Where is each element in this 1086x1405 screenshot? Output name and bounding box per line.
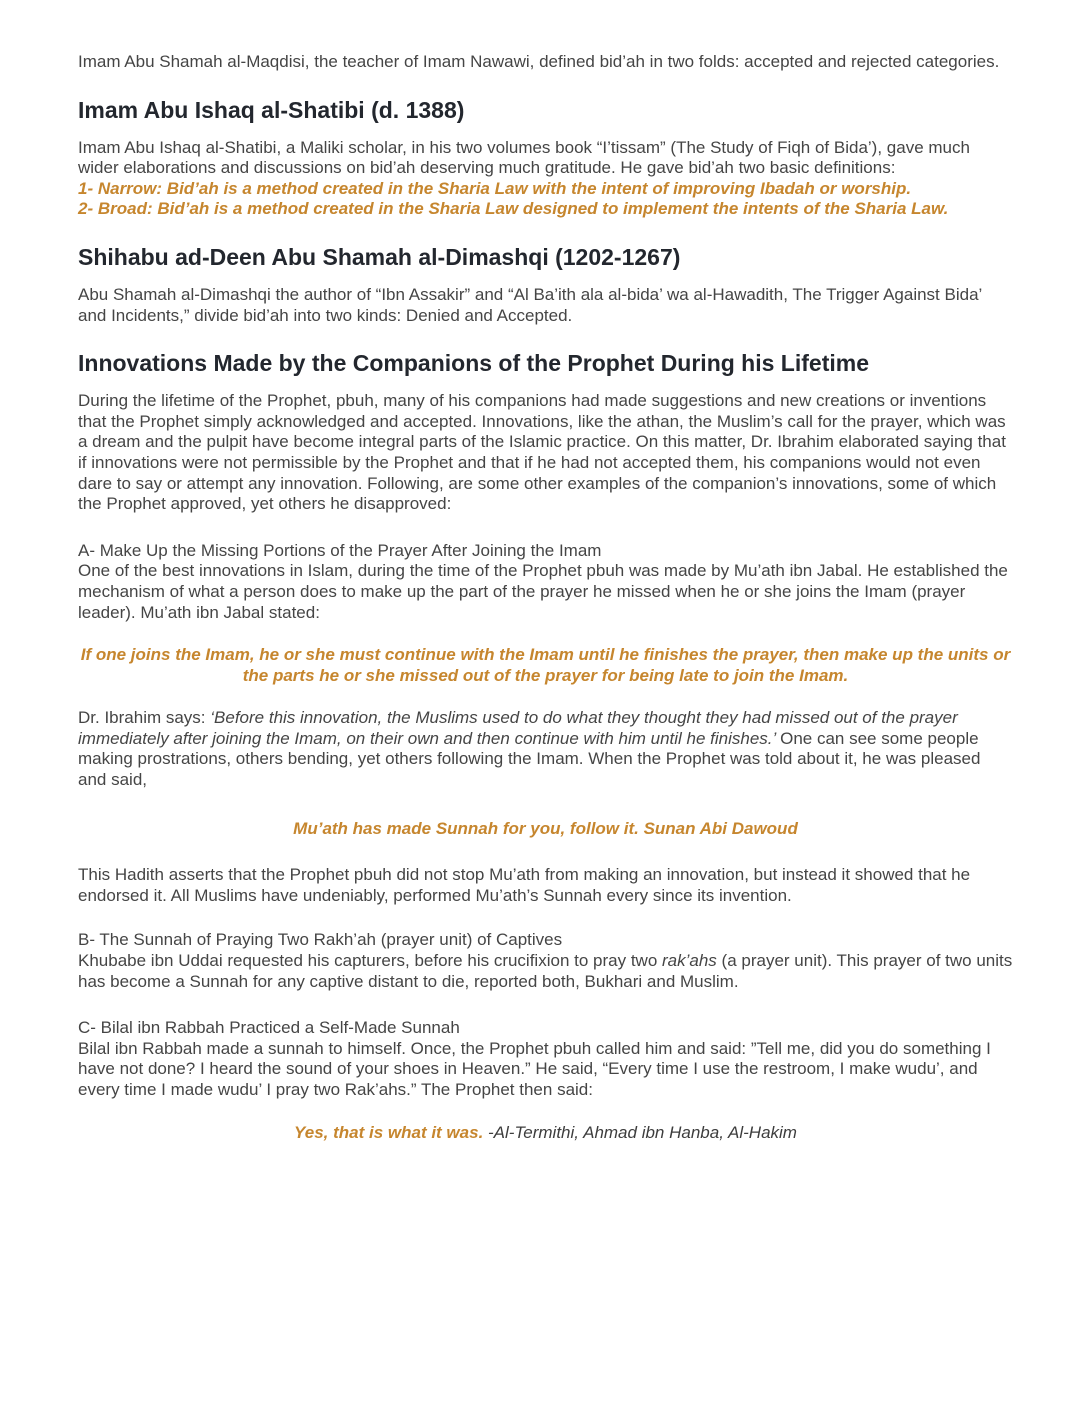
item-c <box>78 1018 1013 1100</box>
dimashqi-body: Abu Shamah al-Dimashqi the author of “Ibn Assakir” and “Al Ba’ith ala al-bida’ wa al-Hawadith, The Trigger Against Bida’ and Incidents,” divide bid’ah into two kinds: Denied and Accepted. <box>78 284 982 325</box>
item-b-body <box>78 951 1013 992</box>
shatibi-definition-narrow: 1- Narrow: Bid’ah is a method created in the Sharia Law with the intent of improving Ibadah or worship. <box>78 178 912 198</box>
innovations-body: During the lifetime of the Prophet, pbuh, many of his companions had made suggestions and new creations or inventions that the Prophet simply acknowledged and accepted. Innovations, like the athan, the Muslim’s call for the prayer, which was a dream and the pulpit have become integral parts of the Islamic practice. On this matter, Dr. Ibrahim elaborated saying that if innovations were not permissible by the Prophet and that if he had not accepted them, his companions would not even dare to say or attempt any innovation. Following, are some other examples of the companion’s innovations, some of which the Prophet approved, yet others he disapproved: <box>78 391 1006 514</box>
section-shatibi <box>78 97 1013 220</box>
item-a-title: A- Make Up the Missing Portions of the Prayer After Joining the Imam <box>78 540 602 560</box>
item-a <box>78 541 1013 623</box>
item-b-body-suffix: (a prayer unit). This prayer of two units has become a Sunnah for any captive distant to die, reported both, Bukhari and Muslim. <box>78 951 1013 991</box>
item-c-quote <box>78 1123 1013 1144</box>
item-b <box>78 930 1013 992</box>
shatibi-body: Imam Abu Ishaq al-Shatibi, a Maliki scholar, in his two volumes book “I’tissam” (The Study of Fiqh of Bida’), gave much wider elaborations and discussions on bid’ah deserving much gratitude. He gave bid’ah two basic definitions: <box>78 137 970 178</box>
section-heading-innovations: Innovations Made by the Companions of the Prophet During his Lifetime <box>78 350 869 377</box>
item-a-body: One of the best innovations in Islam, during the time of the Prophet pbuh was made by Mu’ath ibn Jabal. He established the mechanism of what a person does to make up the part of the prayer he missed when he or she joins the Imam (prayer leader). Mu’ath ibn Jabal stated: <box>78 561 1008 622</box>
item-c-quote-text: Yes, that is what it was. <box>294 1122 484 1142</box>
item-a-hadith: Mu’ath has made Sunnah for you, follow it. Sunan Abi Dawoud <box>293 818 798 838</box>
commentary-prefix: Dr. Ibrahim says: <box>78 708 211 728</box>
item-b-body-term: rak’ahs <box>662 951 717 971</box>
item-a-quote: If one joins the Imam, he or she must continue with the Imam until he finishes the prayer, then make up the units or the parts he or she missed out of the prayer for being late to join the Imam. <box>80 645 1011 685</box>
item-a-closing: This Hadith asserts that the Prophet pbuh did not stop Mu’ath from making an innovation, but instead it showed that he endorsed it. All Muslims have undeniably, performed Mu’ath’s Sunnah every since its invention. <box>78 865 971 905</box>
item-b-body-prefix: Khubabe ibn Uddai requested his capturers, before his crucifixion to pray two <box>78 951 662 971</box>
section-heading-shatibi: Imam Abu Ishaq al-Shatibi (d. 1388) <box>78 96 465 123</box>
section-heading-dimashqi: Shihabu ad-Deen Abu Shamah al-Dimashqi (1202-1267) <box>78 243 681 270</box>
item-a-commentary <box>78 708 1013 790</box>
section-dimashqi <box>78 244 1013 326</box>
shatibi-definition-broad: 2- Broad: Bid’ah is a method created in the Sharia Law designed to implement the intents of the Sharia Law. <box>78 199 949 219</box>
intro-paragraph: Imam Abu Shamah al-Maqdisi, the teacher of Imam Nawawi, defined bid’ah in two folds: accepted and rejected categories. <box>78 52 1000 71</box>
item-c-quote-attribution: -Al-Termithi, Ahmad ibn Hanba, Al-Hakim <box>483 1122 797 1142</box>
item-b-title: B- The Sunnah of Praying Two Rakh’ah (prayer unit) of Captives <box>78 930 563 950</box>
item-c-body: Bilal ibn Rabbah made a sunnah to himself. Once, the Prophet pbuh called him and said: ”Tell me, did you do something I have not done? I heard the sound of your shoes in Heaven.” He said, “Every time I use the restroom, I make wudu’, and every time I made wudu’ I pray two Rak’ahs.” The Prophet then said: <box>78 1038 991 1099</box>
item-c-title: C- Bilal ibn Rabbah Practiced a Self-Made Sunnah <box>78 1018 460 1038</box>
section-innovations <box>78 350 1013 515</box>
commentary-quote: ‘Before this innovation, the Muslims used to do what they thought they had missed out of the prayer immediately after joining the Imam, on their own and then continue with him until he finishes.’ <box>78 708 958 748</box>
commentary-suffix: One can see some people making prostrations, others bending, yet others following the Imam. When the Prophet was told about it, he was pleased and said, <box>78 728 981 790</box>
